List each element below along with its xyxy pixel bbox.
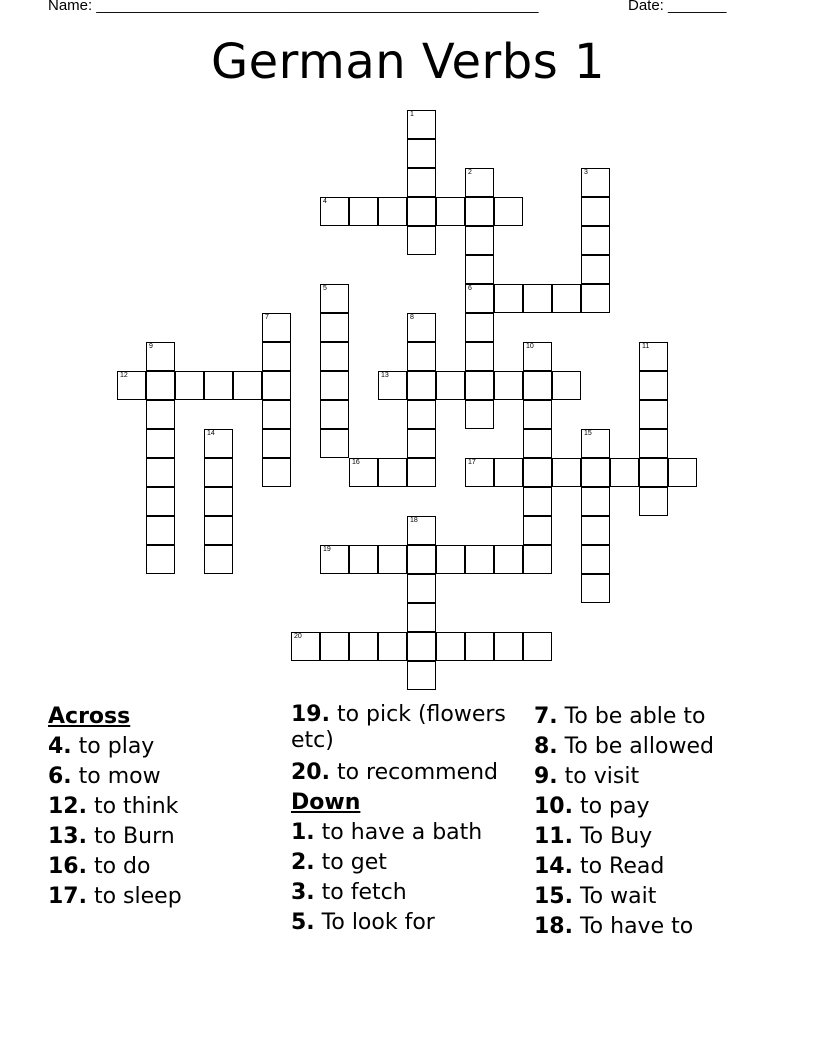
grid-cell[interactable] — [465, 632, 494, 661]
clue-number: 5. — [291, 910, 315, 935]
grid-cell[interactable] — [494, 545, 523, 574]
grid-cell[interactable] — [146, 487, 175, 516]
grid-cell[interactable] — [407, 342, 436, 371]
grid-cell[interactable] — [407, 574, 436, 603]
grid-cell[interactable] — [581, 516, 610, 545]
grid-cell[interactable] — [378, 632, 407, 661]
clue-text: to pick (flowers etc) — [291, 702, 506, 753]
grid-cell[interactable] — [407, 168, 436, 197]
grid-cell[interactable] — [436, 197, 465, 226]
grid-cell[interactable] — [523, 545, 552, 574]
clue-number: 3. — [291, 880, 315, 905]
clue-across-6 — [48, 762, 288, 792]
grid-cell[interactable] — [407, 226, 436, 255]
grid-cell[interactable] — [146, 342, 175, 371]
grid-cell[interactable] — [436, 632, 465, 661]
clue-column-3 — [534, 702, 774, 942]
grid-cell[interactable] — [465, 255, 494, 284]
grid-cell[interactable] — [436, 545, 465, 574]
grid-cell-number: 5 — [323, 285, 327, 292]
grid-cell[interactable] — [378, 545, 407, 574]
grid-cell[interactable] — [465, 545, 494, 574]
grid-cell[interactable] — [233, 371, 262, 400]
clue-text: To wait — [572, 884, 657, 909]
name-field-label: Name: _____________________________________________________ — [48, 0, 539, 14]
clue-text: to Read — [572, 854, 665, 879]
grid-cell[interactable] — [465, 168, 494, 197]
grid-cell[interactable] — [262, 429, 291, 458]
grid-cell[interactable] — [320, 197, 349, 226]
grid-cell[interactable] — [494, 371, 523, 400]
grid-cell[interactable] — [320, 400, 349, 429]
grid-cell-number: 12 — [120, 372, 128, 379]
date-field-label: Date: _______ — [628, 0, 727, 14]
grid-cell[interactable] — [204, 487, 233, 516]
clue-text: to fetch — [314, 880, 407, 905]
clue-text: To look for — [314, 910, 435, 935]
clue-number: 10. — [534, 794, 573, 819]
grid-cell[interactable] — [407, 371, 436, 400]
grid-cell[interactable] — [581, 255, 610, 284]
grid-cell[interactable] — [320, 342, 349, 371]
grid-cell[interactable] — [523, 400, 552, 429]
grid-cell-number: 13 — [381, 372, 389, 379]
grid-cell[interactable] — [581, 458, 610, 487]
grid-cell[interactable] — [523, 516, 552, 545]
grid-cell[interactable] — [494, 197, 523, 226]
grid-cell[interactable] — [349, 458, 378, 487]
clue-column-2 — [291, 702, 531, 938]
grid-cell[interactable] — [407, 139, 436, 168]
grid-cell-number: 20 — [294, 633, 302, 640]
clue-number: 9. — [534, 764, 558, 789]
clue-number: 19. — [291, 702, 330, 727]
grid-cell[interactable] — [349, 197, 378, 226]
clue-number: 2. — [291, 850, 315, 875]
grid-cell[interactable] — [320, 313, 349, 342]
clue-text: to play — [71, 734, 155, 759]
clue-text: To Buy — [572, 824, 653, 849]
grid-cell[interactable] — [581, 284, 610, 313]
clue-text: to recommend — [329, 760, 499, 785]
grid-cell[interactable] — [320, 429, 349, 458]
grid-cell[interactable] — [523, 632, 552, 661]
grid-cell[interactable] — [262, 400, 291, 429]
clue-number: 4. — [48, 734, 72, 759]
grid-cell[interactable] — [407, 516, 436, 545]
grid-cell[interactable] — [407, 545, 436, 574]
grid-cell[interactable] — [552, 458, 581, 487]
clue-text: to sleep — [86, 884, 182, 909]
grid-cell[interactable] — [407, 429, 436, 458]
grid-cell[interactable] — [320, 371, 349, 400]
grid-cell[interactable] — [523, 458, 552, 487]
grid-cell[interactable] — [407, 632, 436, 661]
grid-cell[interactable] — [581, 197, 610, 226]
grid-cell-number: 8 — [410, 314, 414, 321]
clue-down-18 — [534, 912, 774, 942]
clue-down-8 — [534, 732, 774, 762]
grid-cell-number: 9 — [149, 343, 153, 350]
grid-cell[interactable] — [204, 458, 233, 487]
clue-down-15 — [534, 882, 774, 912]
grid-cell[interactable] — [465, 313, 494, 342]
grid-cell[interactable] — [465, 400, 494, 429]
grid-cell[interactable] — [581, 168, 610, 197]
clue-across-20 — [291, 758, 531, 788]
grid-cell[interactable] — [465, 458, 494, 487]
grid-cell[interactable] — [146, 400, 175, 429]
down-heading: Down — [291, 790, 361, 815]
clue-number: 7. — [534, 704, 558, 729]
clue-across-4 — [48, 732, 288, 762]
grid-cell[interactable] — [262, 342, 291, 371]
clue-text: to get — [314, 850, 387, 875]
grid-cell[interactable] — [146, 371, 175, 400]
grid-cell[interactable] — [320, 632, 349, 661]
grid-cell[interactable] — [146, 516, 175, 545]
grid-cell-number: 6 — [468, 285, 472, 292]
clue-text: to do — [86, 854, 151, 879]
clue-across-12 — [48, 792, 288, 822]
clue-down-11 — [534, 822, 774, 852]
clue-down-5 — [291, 908, 531, 938]
clue-number: 11. — [534, 824, 573, 849]
grid-cell-number: 11 — [642, 343, 650, 350]
grid-cell[interactable] — [639, 400, 668, 429]
grid-cell[interactable] — [378, 371, 407, 400]
grid-cell[interactable] — [581, 429, 610, 458]
clue-down-14 — [534, 852, 774, 882]
clue-column-1 — [48, 702, 288, 912]
grid-cell[interactable] — [523, 487, 552, 516]
clue-across-16 — [48, 852, 288, 882]
grid-cell-number: 15 — [584, 430, 592, 437]
grid-cell[interactable] — [552, 284, 581, 313]
grid-cell[interactable] — [117, 371, 146, 400]
clue-number: 8. — [534, 734, 558, 759]
clue-down-7 — [534, 702, 774, 732]
clue-text: to Burn — [86, 824, 175, 849]
clue-text: to think — [86, 794, 179, 819]
grid-cell[interactable] — [523, 371, 552, 400]
grid-cell[interactable] — [146, 429, 175, 458]
clue-number: 1. — [291, 820, 315, 845]
grid-cell[interactable] — [378, 197, 407, 226]
clue-down-9 — [534, 762, 774, 792]
grid-cell[interactable] — [175, 371, 204, 400]
grid-cell[interactable] — [610, 458, 639, 487]
clue-number: 13. — [48, 824, 87, 849]
clue-number: 6. — [48, 764, 72, 789]
grid-cell[interactable] — [320, 545, 349, 574]
grid-cell[interactable] — [204, 429, 233, 458]
grid-cell-number: 10 — [526, 343, 534, 350]
grid-cell[interactable] — [407, 458, 436, 487]
clue-number: 17. — [48, 884, 87, 909]
grid-cell[interactable] — [146, 545, 175, 574]
grid-cell-number: 3 — [584, 169, 588, 176]
grid-cell[interactable] — [465, 284, 494, 313]
grid-cell[interactable] — [494, 632, 523, 661]
grid-cell[interactable] — [639, 371, 668, 400]
grid-cell[interactable] — [465, 342, 494, 371]
grid-cell[interactable] — [552, 371, 581, 400]
grid-cell[interactable] — [407, 110, 436, 139]
grid-cell[interactable] — [639, 429, 668, 458]
grid-cell[interactable] — [291, 632, 320, 661]
clue-across-17 — [48, 882, 288, 912]
clue-text: To have to — [572, 914, 694, 939]
grid-cell[interactable] — [639, 487, 668, 516]
grid-cell[interactable] — [262, 458, 291, 487]
clue-text: to have a bath — [314, 820, 483, 845]
clue-across-19 — [291, 702, 531, 754]
grid-cell[interactable] — [349, 632, 378, 661]
grid-cell[interactable] — [639, 458, 668, 487]
grid-cell[interactable] — [494, 458, 523, 487]
grid-cell[interactable] — [262, 313, 291, 342]
clue-number: 12. — [48, 794, 87, 819]
grid-cell[interactable] — [320, 284, 349, 313]
clue-text: To be able to — [557, 704, 706, 729]
clue-down-10 — [534, 792, 774, 822]
grid-cell[interactable] — [523, 429, 552, 458]
worksheet-title: German Verbs 1 — [210, 34, 606, 90]
grid-cell[interactable] — [581, 574, 610, 603]
across-heading: Across — [48, 704, 131, 729]
grid-cell[interactable] — [204, 371, 233, 400]
clue-number: 16. — [48, 854, 87, 879]
grid-cell[interactable] — [639, 342, 668, 371]
clue-down-2 — [291, 848, 531, 878]
grid-cell[interactable] — [349, 545, 378, 574]
clue-number: 18. — [534, 914, 573, 939]
clue-down-1 — [291, 818, 531, 848]
grid-cell[interactable] — [407, 197, 436, 226]
grid-cell-number: 18 — [410, 517, 418, 524]
grid-cell[interactable] — [436, 371, 465, 400]
grid-cell-number: 14 — [207, 430, 215, 437]
clue-number: 20. — [291, 760, 330, 785]
grid-cell[interactable] — [465, 371, 494, 400]
grid-cell[interactable] — [407, 313, 436, 342]
grid-cell[interactable] — [204, 545, 233, 574]
grid-cell[interactable] — [494, 284, 523, 313]
grid-cell-number: 17 — [468, 459, 476, 466]
clue-text: to mow — [71, 764, 161, 789]
clue-across-13 — [48, 822, 288, 852]
grid-cell[interactable] — [581, 226, 610, 255]
grid-cell[interactable] — [523, 284, 552, 313]
clue-text: To be allowed — [557, 734, 714, 759]
grid-cell[interactable] — [581, 487, 610, 516]
clue-text: to visit — [557, 764, 640, 789]
grid-cell-number: 2 — [468, 169, 472, 176]
clue-number: 15. — [534, 884, 573, 909]
grid-cell-number: 7 — [265, 314, 269, 321]
grid-cell-number: 1 — [410, 111, 414, 118]
grid-cell[interactable] — [407, 661, 436, 690]
clue-text: to pay — [572, 794, 650, 819]
grid-cell[interactable] — [523, 342, 552, 371]
grid-cell[interactable] — [668, 458, 697, 487]
grid-cell-number: 4 — [323, 198, 327, 205]
grid-cell[interactable] — [378, 458, 407, 487]
grid-cell[interactable] — [465, 226, 494, 255]
grid-cell[interactable] — [262, 371, 291, 400]
grid-cell[interactable] — [581, 545, 610, 574]
grid-cell[interactable] — [407, 603, 436, 632]
clue-down-3 — [291, 878, 531, 908]
grid-cell[interactable] — [407, 400, 436, 429]
clue-number: 14. — [534, 854, 573, 879]
grid-cell[interactable] — [465, 197, 494, 226]
grid-cell-number: 19 — [323, 546, 331, 553]
grid-cell-number: 16 — [352, 459, 360, 466]
grid-cell[interactable] — [204, 516, 233, 545]
grid-cell[interactable] — [146, 458, 175, 487]
